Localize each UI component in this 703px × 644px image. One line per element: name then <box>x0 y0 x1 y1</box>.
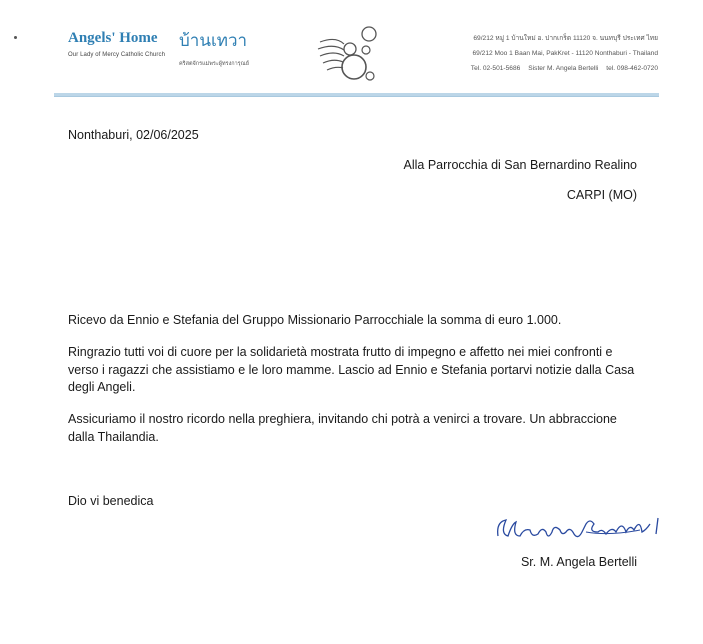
recipient-name: Alla Parrocchia di San Bernardino Realino <box>403 158 637 172</box>
page-mark <box>14 36 17 39</box>
address-english: 69/212 Moo 1 Baan Mai, PakKret - 11120 Nonthaburi - Thailand <box>472 50 658 57</box>
brand-subtitle: Our Lady of Mercy Catholic Church <box>68 52 166 58</box>
office-phone: Tel. 02-501-5686 <box>470 65 521 72</box>
letterhead-thai <box>179 27 249 68</box>
letterhead-brand <box>68 30 165 58</box>
handwritten-signature <box>490 510 670 555</box>
body-paragraph-3: Assicuriamo il nostro ricordo nella preghiera, invitando chi potrà a venirci a trovare. Un abbraccione dalla Thailandia. <box>68 412 617 444</box>
mobile-phone: tel. 098-462-0720 <box>606 65 658 72</box>
contact-person: Sister M. Angela Bertelli <box>528 65 599 72</box>
letterhead-address <box>398 31 658 76</box>
body-paragraph-2: Ringrazio tutti voi di cuore per la solidarietà mostrata frutto di impegno e affetto nei miei confronti e verso i ragazzi che assistiamo e le loro mamme. Lascio ad Ennio e Stefania portarvi notizie dalla Casa degli Angeli. <box>68 345 635 394</box>
letterhead-divider-thin <box>54 96 659 97</box>
signer-name: Sr. M. Angela Bertelli <box>520 555 637 569</box>
closing-line: Dio vi benedica <box>68 494 154 508</box>
brand-name: Angels' Home <box>68 30 158 46</box>
thai-subtitle: คริสตจักรแม่พระผู้ทรงการุณย์ <box>179 61 249 67</box>
recipient-city: CARPI (MO) <box>566 188 637 202</box>
contact-line <box>398 61 658 76</box>
body-paragraph-1: Ricevo da Ennio e Stefania del Gruppo Missionario Parrocchiale la somma di euro 1.000. <box>68 313 562 327</box>
thai-name: บ้านเทวา <box>179 31 248 51</box>
date-line: Nonthaburi, 02/06/2025 <box>68 128 199 142</box>
wing-circles-logo-icon <box>314 22 384 91</box>
address-thai: 69/212 หมู่ 1 บ้านใหม่ อ. ปากเกร็ด 11120 จ. นนทบุรี ประเทศ ไทย <box>473 35 658 42</box>
